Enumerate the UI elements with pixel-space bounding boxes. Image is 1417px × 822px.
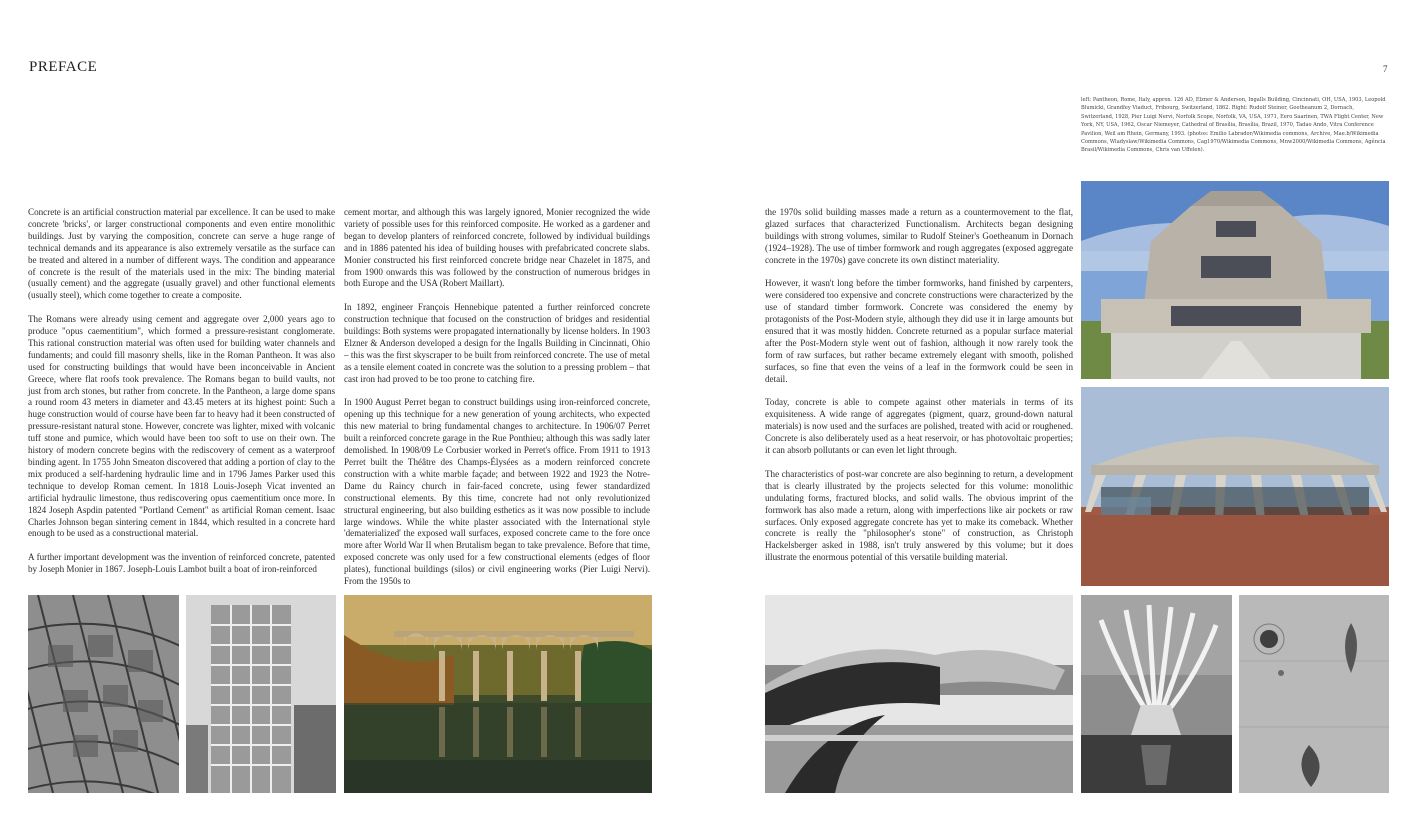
photo-grandfey-viaduct — [344, 595, 652, 793]
page-heading: PREFACE — [29, 59, 98, 75]
photo-ingalls-building — [186, 595, 336, 793]
paragraph: In 1900 August Perret began to construct buildings using iron-reinforced concrete, opening up this technique for a new generation of young architects, who expected this new material to bring fundamental changes to architecture. In 1906/07 Perret built a reinforced concrete garage in the Rue Ponthieu; although this was sadly later demolished. In 1908/09 Le Corbusier worked in Perret's office. From 1911 to 1913 Perret built the Théâtre des Champs-Élysées as a modern reinforced concrete construction with a white marble façade; and between 1922 and 1923 the Notre-Dame du Raincy church in fair-faced concrete, using fewer standardized constructional elements. By this time, concrete had not only revolutionized structural engineering, but also building esthetics as it was now possible to include large windows. While the white plaster associated with the International style 'dematerialized' the exposed wall surfaces, exposed concrete came to the fore once more after World War II when Brutalism began to take prevalence. Before that time, exposed concrete was only used for a few constructional elements (edges of floor plates), functional buildings (silos) or civil engineering works (Pier Luigi Nervi). From the 1950s to — [344, 397, 651, 587]
paragraph: cement mortar, and although this was largely ignored, Monier recognized the wide variety of possible uses for this reinforced composite. He worked as a gardener and began to develop planters of reinforced concrete, followed by individual buildings and in 1886 patented his idea of building houses with prefabricated concrete slabs. Monier constructed his first reinforced concrete bridge near Chazelet in 1875, and from 1900 onwards this was followed by the construction of numerous bridges in both Europe and the USA (Robert Maillart). — [344, 207, 650, 289]
paragraph: The characteristics of post-war concrete are also beginning to return, a development that is clearly illustrated by the projects selected for this volume: monolithic undulating forms, fractured blocks, and solid walls. The obvious imprint of the formwork has also made a return, along with imperfections like air pockets or raw surfaces. Only exposed aggregate concrete has yet to make its comeback. Whether concrete is really the "philosopher's stone" of construction, as Christoph Hackelsberger asked in 1988, isn't truly answered by this volume; but it does illustrate the enormous potential of this versatile building material. — [765, 468, 1073, 563]
paragraph: the 1970s solid building masses made a return as a countermovement to the flat, glazed surfaces that characterized Functionalism. Architects began designing buildings with strong volumes, similar to Rudolf Steiner's Goetheanum in Dornach (1924–1928). The use of timber formwork and rough aggregates (exposed aggregate concrete in the 1970s) gave concrete its own distinct materiality. — [765, 207, 1073, 265]
photo-norfolk-scope — [1081, 387, 1389, 586]
photo-goetheanum — [1081, 181, 1389, 379]
photo-cathedral-brasilia — [1081, 595, 1232, 793]
page-number: 7 — [1383, 64, 1388, 74]
photo-caption: left: Pantheon, Rome, Italy, approx. 126 AD, Elzner & Anderson, Ingalls Building, Cincinnati, OH, USA, 1903, Leopold Blumicki, Grandfey Viaduct, Fribourg, Switzerland, 1862. Right: Rudolf Steiner, Goetheanum 2, Dornach, Switzerland, 1928, Pier Luigi Nervi, Norfolk Scope, Norfolk, VA, USA, 1971, Eero Saarinen, TWA Flight Center, New York, NY, USA, 1962, Oscar Niemeyer, Cathedral of Brasília, Brasília, Brazil, 1970, Tadao Ando, Vitra Conference Pavilion, Weil am Rhein, Germany, 1993. (photos: Emilio Labrador/Wikimedia commons, Archive, Mae.b/Wikimedia Commons, Wladyslaw/Wikimedia Commons, Cag1970/Wikimedia Commons, Mnw2000/Wikimedia Commons, Agência Brasil/Wikimedia Commons, Chris van Uffelen). — [1081, 97, 1386, 154]
text-column-2 — [344, 207, 650, 600]
text-column-3 — [765, 207, 1073, 576]
paragraph: In 1892, engineer François Hennebique patented a further reinforced concrete construction technique that focused on the construction of bridges and residential buildings: Both systems were propagated internationally by license holders. In 1903 Elzner & Anderson developed a design for the Ingalls Building in Cincinnati, Ohio – this was the first skyscraper to be built from reinforced concrete. The use of metal as a tensile element coated in concrete was the solution to a pressing problem – that cast iron had proved to be too prone to catching fire. — [344, 302, 650, 384]
paragraph: Today, concrete is able to compete against other materials in terms of its exquisiteness. A wide range of aggregates (pigment, quarz, ground-down natural materials) is now used and the surfaces are polished, treated with acid or roughened. Concrete is also deliberately used as a heat reservoir, or has photovoltaic properties; it can absorb pollutants or can even let light through. — [765, 397, 1073, 456]
photo-vitra-concrete-leaf — [1239, 595, 1389, 793]
paragraph: The Romans were already using cement and aggregate over 2,000 years ago to produce "opus caementitium", which formed a pressure-resistant conglomerate. This rational construction material was often used for building water channels and fundaments; and could fill masonry shells, like in the Roman Pantheon. It was also used for constructing buildings that would have been inconceivable in Ancient Greece, where flat roofs took prevalence. The Romans began to build vaults, not just from arch stones, but rather from concrete. In the Pantheon, a large dome spans a round room 43 meters in diameter and 43.45 meters at its highest point: Such a huge construction would of course have been far to heavy had it been constructed of pressure-resistant natural stone. However, concrete was lighter, mixed with volcanic tuff stone and pumice, which would have been too soft to use on their own. The history of modern concrete begins with the rediscovery of cement as a waterproof binding agent. In 1755 John Smeaton discovered that adding a portion of clay to the mix produced a self-hardening hydraulic lime and in 1796 James Parker used this technique to develop Roman cement. In 1818 Louis-Joseph Vicat invented an artificial hydraulic limestone, thus rediscovering opus caementitium once more. In 1824 Joseph Aspdin patented "Portland Cement" as artificial Roman cement. Isaac Charles Johnson began sintering cement in 1844, which resulted in a concrete hard enough to be used as a constructional material. — [28, 314, 335, 539]
photo-pantheon-dome — [28, 595, 179, 793]
paragraph: Concrete is an artificial construction material par excellence. It can be used to make concrete 'bricks', or larger constructional components and even entire monolithic buildings. Just by varying the composition, concrete can serve a huge range of technical demands and its appearance is also extremely versatile as the surface can be treated and altered in a number of different ways. The condition and appearance of concrete is the result of the materials used in the mix: The binding material (usually cement) and the aggregate (usually gravel) and other functional elements (usually steel), which come together to create a composite. — [28, 207, 335, 301]
text-column-1 — [28, 207, 335, 588]
paragraph: A further important development was the invention of reinforced concrete, patented by Joseph Monier in 1867. Joseph-Louis Lambot built a boat of iron-reinforced — [28, 552, 335, 575]
photo-twa-flight-center — [765, 595, 1073, 793]
paragraph: However, it wasn't long before the timber formworks, hand finished by carpenters, were considered too expensive and concrete constructions were characterized by the use of standard timber formwork. Concrete was considered the enemy by protagonists of the Post-Modern style, although they did use it in large amounts but ensured that it was mostly hidden. Concrete returned as a popular surface material after the Post-Modern style went out of fashion, although it now rarely took the form of raw surfaces, but rather became extremely elegant with smooth, polished surfaces, so fine that even the veins of a leaf in the formwork could be seen in detail. — [765, 278, 1073, 384]
